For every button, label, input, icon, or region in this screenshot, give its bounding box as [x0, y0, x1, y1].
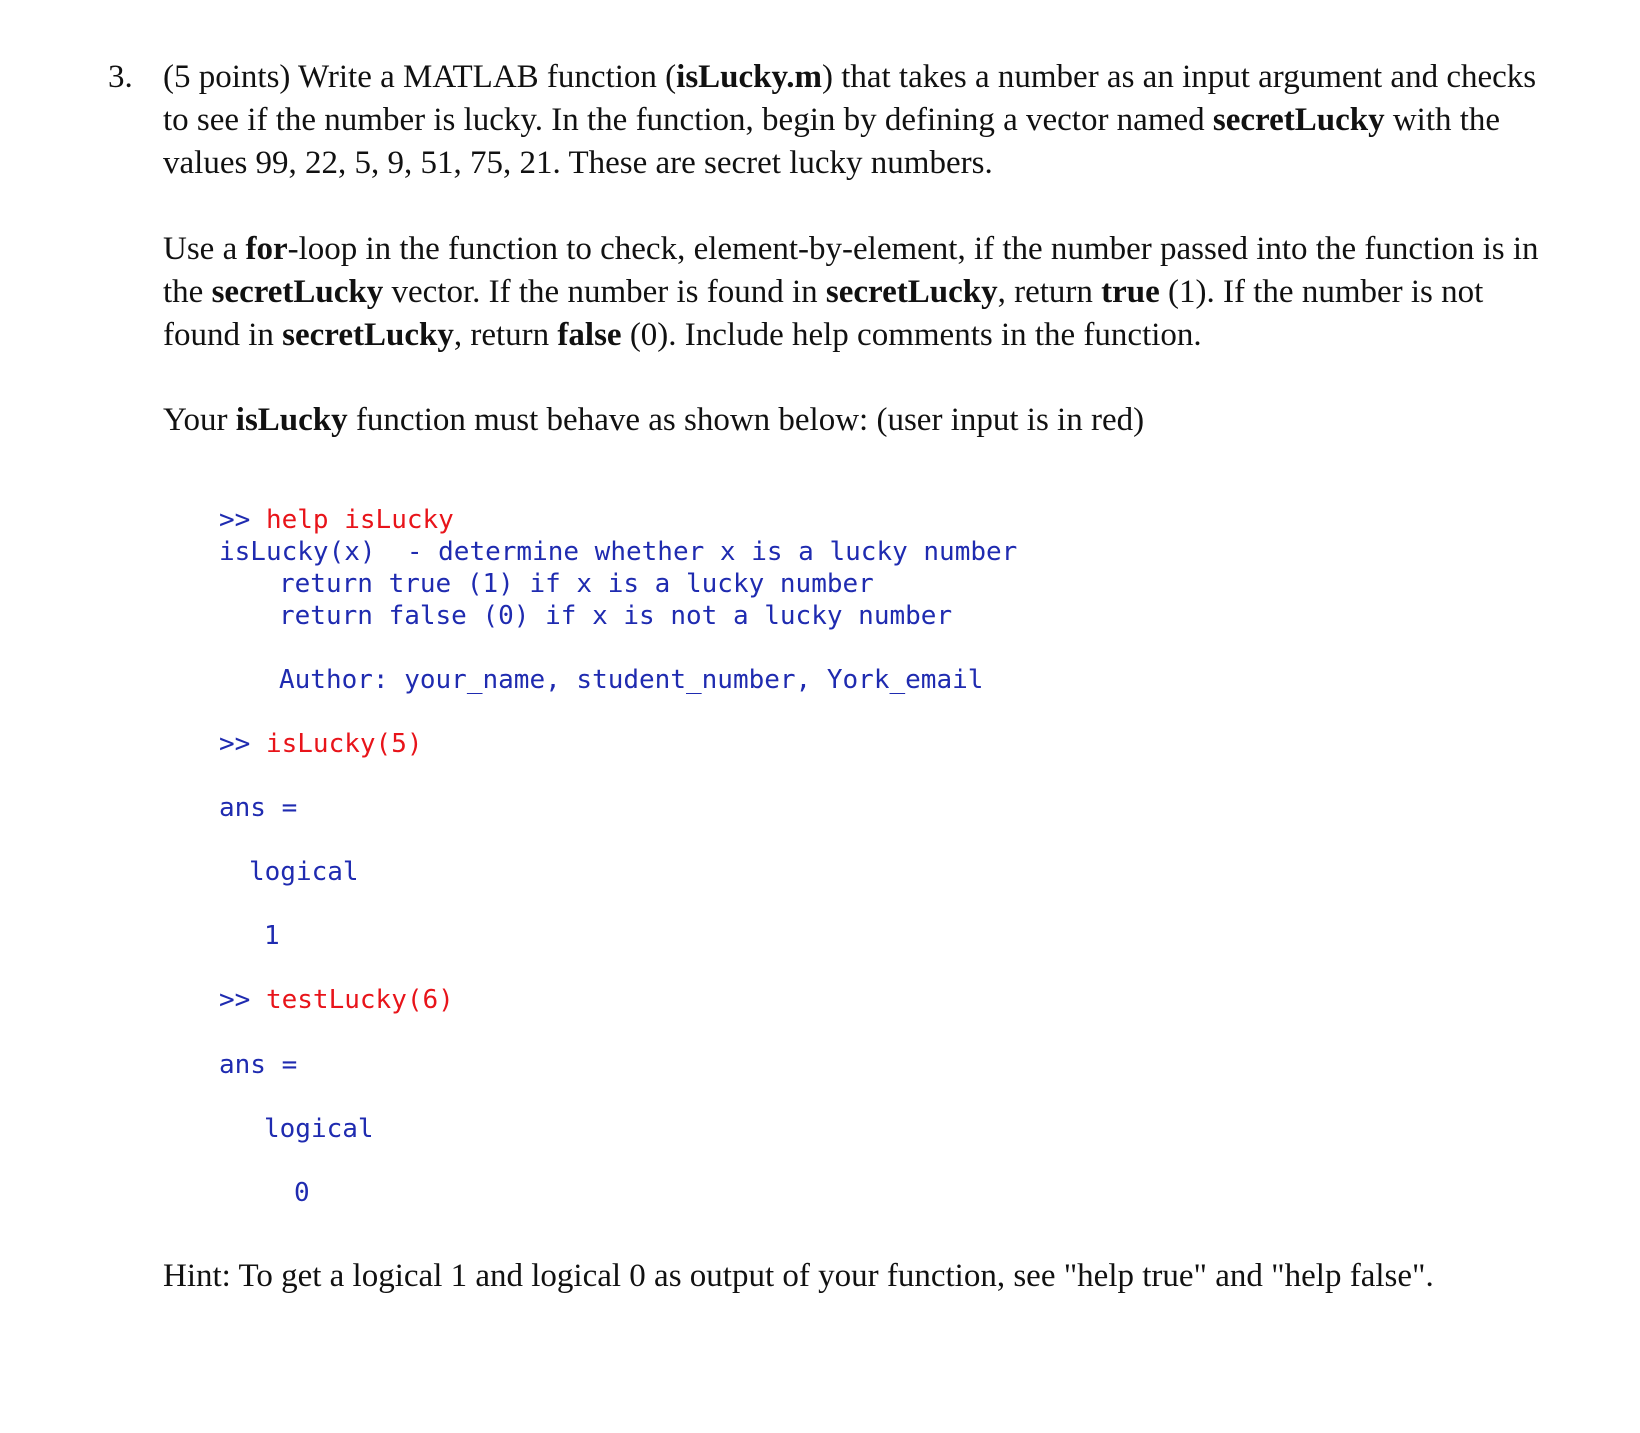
text-span: ) that takes a number as an input argument and checks to see if the number is lucky. In the function, begin by defining a vector named: [163, 59, 1537, 138]
bold-vector-name: secretLucky: [825, 274, 998, 310]
question-paragraph-3: [163, 399, 1563, 442]
bold-function-name: isLucky: [235, 402, 348, 438]
text-span: , return: [997, 274, 1102, 310]
text-span: (1). If the number is not found in: [163, 274, 1484, 353]
bold-function-file: isLucky.m: [676, 59, 822, 95]
prompt: >>: [219, 505, 266, 535]
prompt: >>: [219, 985, 266, 1015]
console-line-help-command: [219, 504, 454, 536]
bold-vector-name: secretLucky: [282, 317, 454, 353]
question-paragraph-1: [163, 56, 1563, 185]
console-help-line-1: isLucky(x) - determine whether x is a lucky number: [219, 537, 1018, 567]
text-span: function must behave as shown below: (user input is in red): [347, 402, 1145, 438]
bold-false: false: [557, 317, 622, 353]
bold-true: true: [1101, 274, 1160, 310]
text-span: (5 points) Write a MATLAB function (: [163, 59, 677, 95]
text-span: vector. If the number is found in: [383, 274, 826, 310]
text-span: Use a: [163, 231, 246, 267]
console-value-1: 1: [264, 921, 280, 951]
text-span: , return: [453, 317, 558, 353]
console-line-command-2: [219, 728, 423, 760]
hint-text: Hint: To get a logical 1 and logical 0 as output of your function, see "help true" and "help false".: [163, 1258, 1434, 1294]
text-span: Your: [163, 402, 236, 438]
console-logical-2: logical: [264, 1114, 374, 1144]
prompt: >>: [219, 729, 266, 759]
console-help-author: Author: your_name, student_number, York_email: [279, 665, 984, 695]
bold-vector-name: secretLucky: [1212, 102, 1385, 138]
bold-for: for: [245, 231, 288, 267]
question-number: 3.: [108, 59, 133, 95]
console-help-line-3: return false (0) if x is not a lucky number: [279, 601, 953, 631]
text-span: with the values 99, 22, 5, 9, 51, 75, 21. These are secret lucky numbers.: [163, 102, 1501, 181]
text-span: -loop in the function to check, element-by-element, if the number passed into the function is in the: [163, 231, 1539, 310]
console-logical-1: logical: [249, 857, 359, 887]
console-value-2: 0: [294, 1178, 310, 1208]
bold-vector-name: secretLucky: [211, 274, 384, 310]
console-help-line-2: return true (1) if x is a lucky number: [279, 569, 874, 599]
text-span: (0). Include help comments in the function.: [621, 317, 1202, 353]
user-input: isLucky(5): [265, 729, 423, 759]
console-line-command-3: [219, 984, 454, 1016]
user-input: help isLucky: [265, 505, 454, 535]
question-paragraph-2: [163, 228, 1563, 357]
user-input: testLucky(6): [265, 985, 454, 1015]
console-ans-label-1: ans =: [219, 793, 298, 823]
console-ans-label-2: ans =: [219, 1050, 298, 1080]
